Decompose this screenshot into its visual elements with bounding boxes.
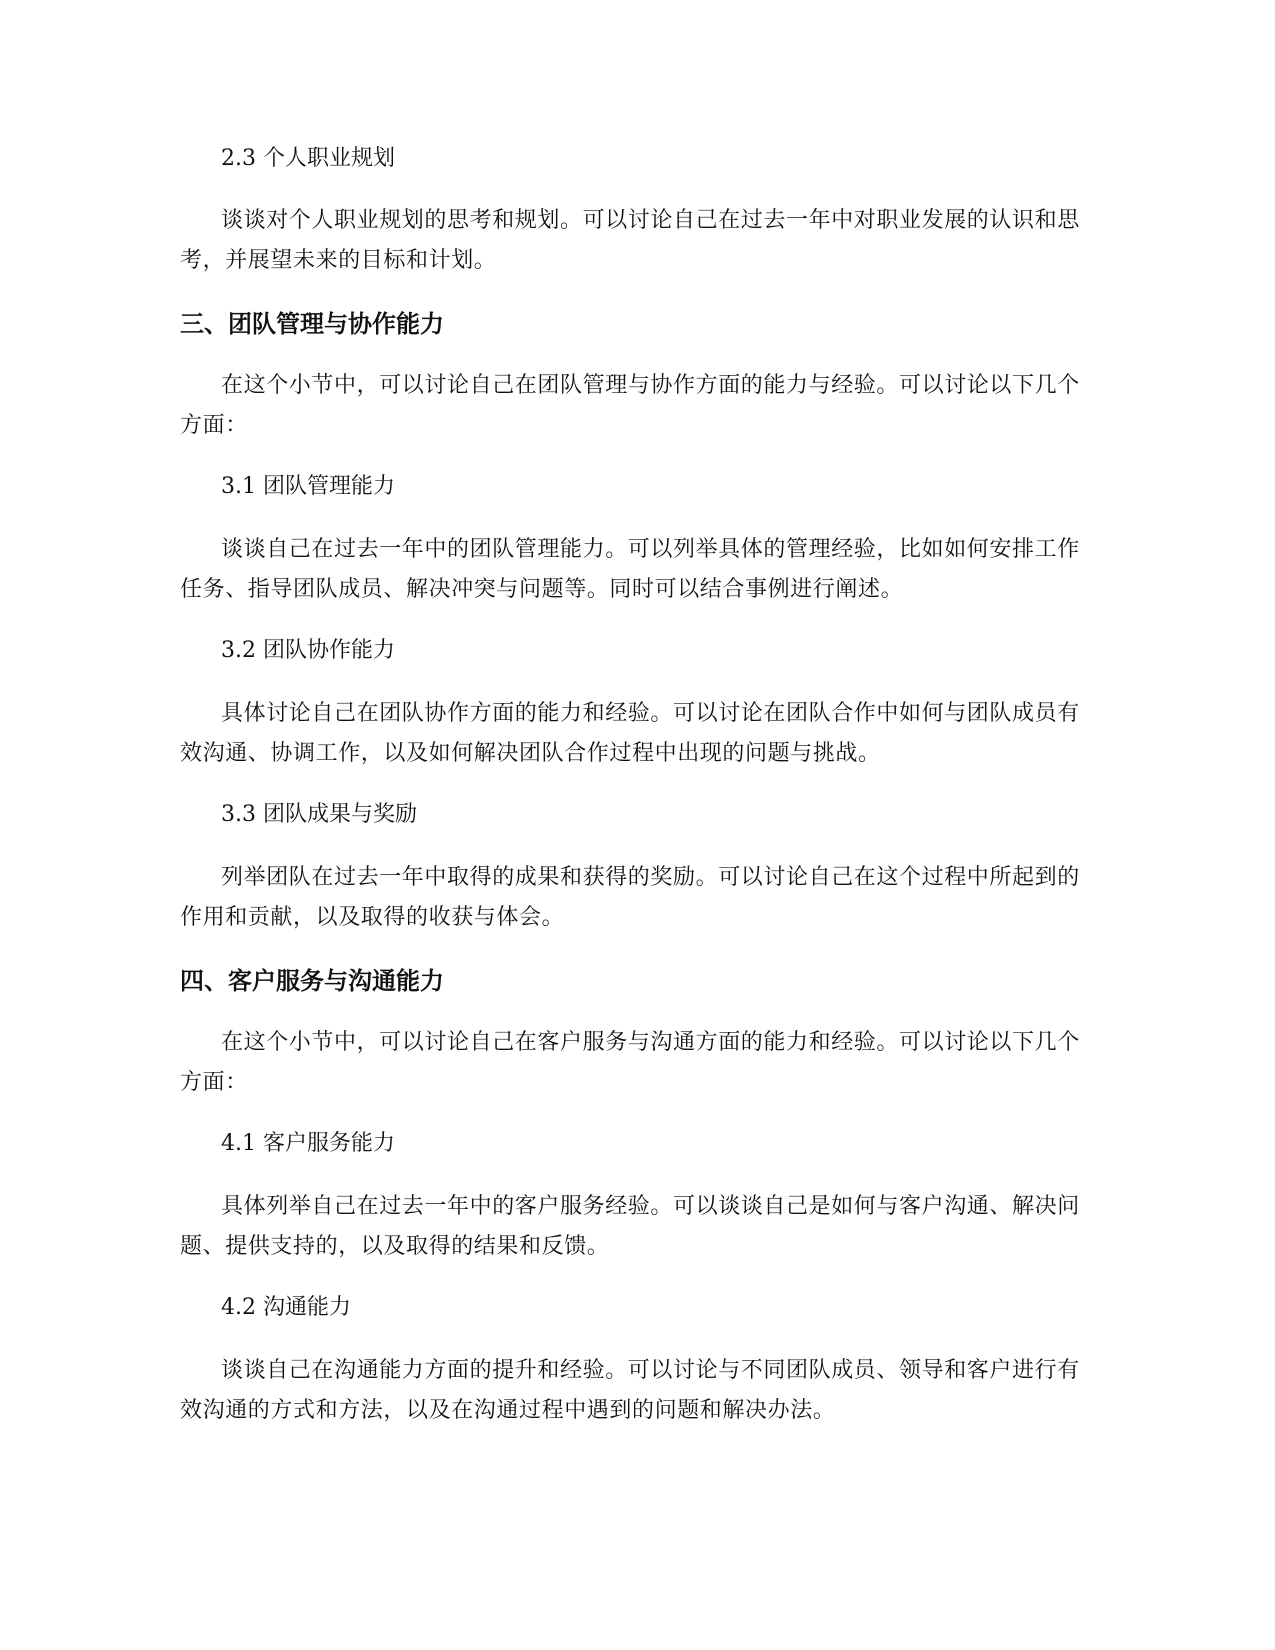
subheading-3-1: 3.1 团队管理能力	[221, 474, 395, 499]
subheading-2-3: 2.3 个人职业规划	[221, 146, 395, 171]
subheading-4-2: 4.2 沟通能力	[221, 1295, 351, 1320]
paragraph-3-1: 谈谈自己在过去一年中的团队管理能力。可以列举具体的管理经验，比如如何安排工作任务、指导团队成员、解决冲突与问题等。同时可以结合事例进行阐述。	[180, 537, 1080, 602]
paragraph-4-1: 具体列举自己在过去一年中的客户服务经验。可以谈谈自己是如何与客户沟通、解决问题、提供支持的，以及取得的结果和反馈。	[180, 1194, 1080, 1259]
subheading-3-3: 3.3 团队成果与奖励	[221, 802, 417, 827]
section-heading-4: 四、客户服务与沟通能力	[180, 967, 444, 995]
paragraph-section-4-intro: 在这个小节中，可以讨论自己在客户服务与沟通方面的能力和经验。可以讨论以下几个方面：	[180, 1030, 1080, 1095]
paragraph-3-2: 具体讨论自己在团队协作方面的能力和经验。可以讨论在团队合作中如何与团队成员有效沟通、协调工作，以及如何解决团队合作过程中出现的问题与挑战。	[180, 701, 1080, 766]
subheading-4-1: 4.1 客户服务能力	[221, 1131, 395, 1156]
paragraph-section-3-intro: 在这个小节中，可以讨论自己在团队管理与协作方面的能力与经验。可以讨论以下几个方面：	[180, 373, 1080, 438]
paragraph-2-3: 谈谈对个人职业规划的思考和规划。可以讨论自己在过去一年中对职业发展的认识和思考，并展望未来的目标和计划。	[180, 208, 1080, 273]
subheading-3-2: 3.2 团队协作能力	[221, 638, 395, 663]
section-heading-3: 三、团队管理与协作能力	[180, 310, 444, 338]
paragraph-3-3: 列举团队在过去一年中取得的成果和获得的奖励。可以讨论自己在这个过程中所起到的作用和贡献，以及取得的收获与体会。	[180, 865, 1080, 930]
paragraph-4-2: 谈谈自己在沟通能力方面的提升和经验。可以讨论与不同团队成员、领导和客户进行有效沟通的方式和方法，以及在沟通过程中遇到的问题和解决办法。	[180, 1358, 1080, 1423]
